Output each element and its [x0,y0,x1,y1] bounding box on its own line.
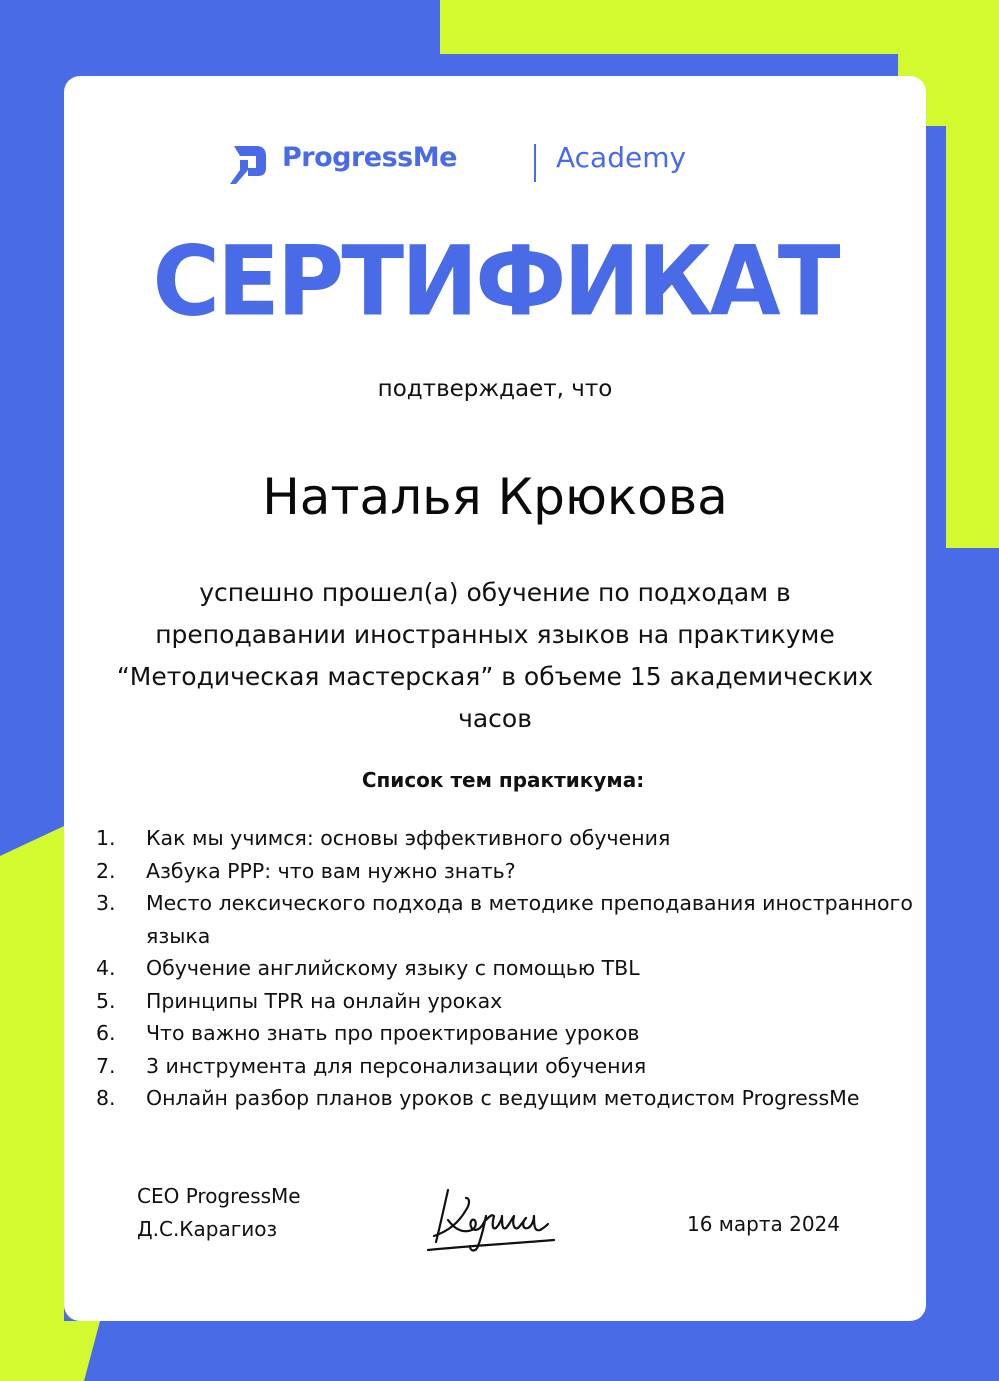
signatory-block [137,1180,301,1246]
topic-text: Как мы учимся: основы эффективного обучения [146,826,671,850]
signatory-role: CEO ProgressMe [137,1184,301,1208]
course-description: успешно прошел(а) обучение по подходам в преподавании иностранных языков на практикуме “Методическая мастерская” в объеме 15 академических часов [116,578,874,733]
topic-text: Азбука PPP: что вам нужно знать? [146,858,516,883]
topic-item [96,1017,916,1050]
topic-text: Место лексического подхода в методике преподавания иностранного языка [146,891,913,948]
progressme-logo-icon [226,140,270,186]
topic-number: 3. [96,891,116,915]
topics-title: Список тем практикума: [361,768,645,792]
topic-item [96,887,916,952]
topic-item [96,985,916,1018]
topic-number: 5. [96,988,116,1013]
topic-number: 8. [96,1086,116,1110]
logo-divider [534,144,536,182]
handwritten-signature [426,1180,560,1256]
topic-number: 2. [96,858,116,883]
topic-number: 1. [96,826,116,850]
logo-academy: Academy [556,141,687,174]
topic-item [96,1050,916,1083]
topic-number: 4. [96,956,116,980]
certificate-title: СЕРТИФИКАТ [152,225,838,338]
signatory-name: Д.С.Карагиоз [137,1217,278,1241]
logo-brand: ProgressMe [282,142,457,173]
topic-item [96,855,916,888]
topic-item [96,822,916,855]
topic-text: Обучение английскому языку с помощью TBL [146,956,640,980]
topic-item [96,1082,916,1115]
certificate-date: 16 марта 2024 [687,1212,841,1236]
topic-number: 7. [96,1053,116,1078]
logo [226,140,706,186]
topic-text: Онлайн разбор планов уроков с ведущим методистом ProgressMe [146,1086,860,1110]
topic-text: Принципы TPR на онлайн уроках [146,988,503,1013]
confirm-text: подтверждает, что [377,376,613,402]
recipient-name: Наталья Крюкова [262,468,728,526]
topic-number: 6. [96,1021,116,1045]
topics-list [96,822,916,1115]
topic-item [96,952,916,985]
topic-text: 3 инструмента для персонализации обучения [146,1053,647,1078]
topic-text: Что важно знать про проектирование уроков [146,1021,640,1045]
